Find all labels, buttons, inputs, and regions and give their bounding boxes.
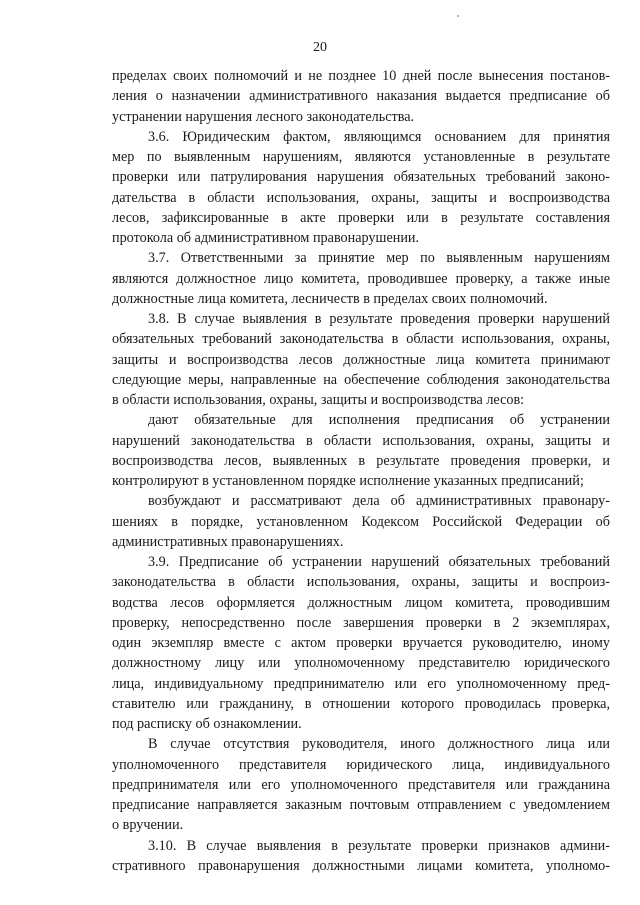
text-line: предпринимателя или его уполномоченного представителя или гражданина [112,776,610,793]
text-line: 3.7. Ответственными за принятие мер по выявленным нарушениям [148,250,610,267]
text-line: протокола об административном правонарушении. [112,230,420,246]
text-line: следующие меры, направленные на обеспечение соблюдения законодательства [112,371,610,388]
text-line: должностному лицу или уполномоченному представителю юридического [112,655,610,672]
text-line: 3.10. В случае выявления в результате проверки признаков админи- [148,837,610,854]
text-line: 3.6. Юридическим фактом, являющимся основанием для принятия [148,128,610,145]
text-line: стративного правонарушения должностными лицами комитета, уполномо- [112,857,610,874]
text-line: являются должностное лицо комитета, проводившее проверку, а также иные [112,270,610,287]
scan-speck [457,15,459,17]
text-line: лица, индивидуальному предпринимателю или его уполномоченному пред- [112,675,610,692]
text-line: о вручении. [112,817,184,834]
text-line: дают обязательные для исполнения предписания об устранении [148,412,610,429]
text-line: устранении нарушения лесного законодательства. [112,108,415,125]
text-line: защиты и воспроизводства лесов должностные лица комитета принимают [112,351,610,368]
text-line: лесов, зафиксированные в акте проверки или в результате составления [112,209,610,226]
text-line: мер по выявленным нарушениям, являются установленные в результате [112,149,610,165]
text-line: законодательства в области использования, охраны, защиты и воспроиз- [112,574,610,591]
text-line: проверки или патрулирования нарушения обязательных требований законо- [112,169,610,186]
text-line: административных правонарушениях. [112,533,344,550]
text-line: под расписку об ознакомлении. [112,716,302,732]
text-line: проверку, непосредственно после завершения проверки в 2 экземплярах, [112,614,610,631]
text-line: нарушений законодательства в области использования, охраны, защиты и [112,432,610,449]
text-line: предписание направляется заказным почтовым отправлением с уведомлением [112,797,610,813]
text-line: обязательных требований законодательства в области использования, охраны, [112,331,610,348]
text-line: уполномоченного представителя юридического лица, индивидуального [112,756,610,773]
text-line: в области использования, охраны, защиты и воспроизводства лесов: [112,392,525,408]
text-line: контролируют в установленном порядке исполнение указанных предписаний; [112,473,584,489]
text-line: воспроизводства лесов, выявленных в результате проведения проверки, и [112,452,610,469]
text-line: водства лесов оформляется должностным лицом комитета, проводившим [112,594,610,611]
text-line: ставителю или гражданину, в отношении которого проводилась проверка, [112,695,610,712]
text-line: возбуждают и рассматривают дела об административных правонару- [148,493,610,510]
text-line: должностные лица комитета, лесничеств в пределах своих полномочий. [112,290,548,307]
text-line: пределах своих полномочий и не позднее 10 дней после вынесения постанов- [112,68,610,84]
page-number: 20 [313,40,327,55]
text-line: дательства в области использования, охраны, защиты и воспроизводства [112,189,610,206]
text-line: один экземпляр вместе с актом проверки вручается руководителю, иному [112,635,610,651]
text-line: ления о назначении административного наказания выдается предписание об [112,88,610,105]
text-line: В случае отсутствия руководителя, иного должностного лица или [148,736,610,753]
text-line: 3.9. Предписание об устранении нарушений обязательных требований [148,554,610,570]
text-line: 3.8. В случае выявления в результате проведения проверки нарушений [148,311,610,327]
text-line: шениях в порядке, установленном Кодексом Российской Федерации об [112,513,610,530]
